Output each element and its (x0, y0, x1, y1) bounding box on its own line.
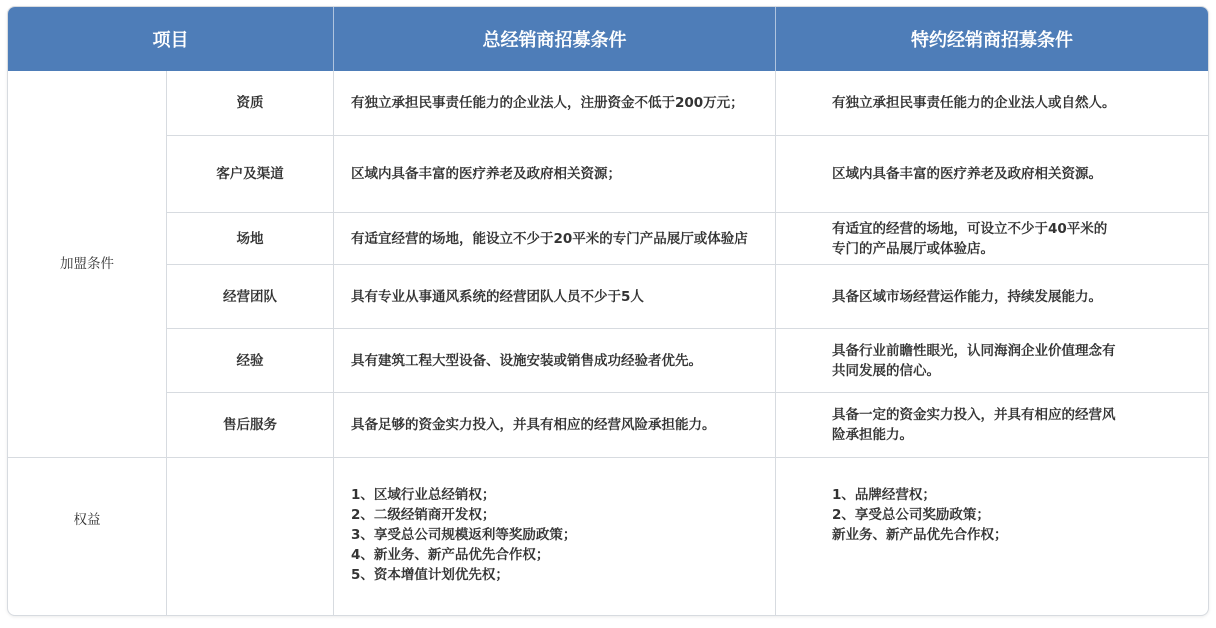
row-label-venue: 场地 (236, 230, 264, 247)
general-qualification: 有独立承担民事责任能力的企业法人，注册资金不低于200万元； (351, 95, 744, 111)
header-item: 项目 (152, 30, 189, 51)
general-customers-channels: 区域内具备丰富的医疗养老及政府相关资源； (351, 166, 621, 182)
general-rights: 1、区域行业总经销权； 2、二级经销商开发权； 3、享受总公司规模返利等奖励政策； 4、新业务、新产品优先合作权； 5、资本增值计划优先权； (351, 487, 577, 583)
general-after-sales: 具备足够的资金实力投入，并具有相应的经营风险承担能力。 (351, 417, 716, 433)
special-venue-wrap (832, 213, 1202, 264)
special-rights-wrap (832, 485, 1202, 555)
grid-line (333, 71, 334, 615)
general-venue: 有适宜经营的场地，能设立不少于20平米的专门产品展厅或体验店 (351, 230, 748, 247)
grid-line (8, 457, 1208, 458)
special-after-sales: 具备一定的资金实力投入，并具有相应的经营风 险承担能力。 (832, 407, 1116, 443)
header-special-distributor: 特约经销商招募条件 (911, 30, 1073, 51)
special-rights: 1、品牌经营权； 2、享受总公司奖励政策； 新业务、新产品优先合作权； (832, 487, 1008, 543)
general-team: 具有专业从事通风系统的经营团队人员不少于5人 (351, 288, 644, 305)
rights-label: 权益 (73, 512, 101, 528)
row-label-qualification: 资质 (236, 95, 264, 111)
special-venue: 有适宜的经营的场地，可设立不少于40平米的 专门的产品展厅或体验店。 (832, 220, 1108, 257)
recruitment-table (7, 6, 1209, 616)
table-header (8, 7, 1208, 71)
join-conditions-label: 加盟条件 (60, 256, 114, 272)
special-customers-channels: 区域内具备丰富的医疗养老及政府相关资源。 (832, 166, 1102, 182)
row-label-after-sales: 售后服务 (223, 417, 277, 433)
special-experience-wrap (832, 329, 1202, 392)
row-label-experience: 经验 (236, 352, 264, 369)
row-label-customers-channels: 客户及渠道 (216, 166, 284, 182)
general-rights-wrap (351, 485, 771, 585)
special-experience: 具备行业前瞻性眼光，认同海润企业价值理念有 共同发展的信心。 (832, 342, 1116, 379)
special-team: 具备区域市场经营运作能力，持续发展能力。 (832, 288, 1102, 305)
general-experience: 具有建筑工程大型设备、设施安装或销售成功经验者优先。 (351, 352, 702, 369)
special-after-sales-wrap (832, 393, 1202, 457)
grid-line (775, 71, 776, 615)
row-label-team: 经营团队 (223, 288, 277, 305)
special-qualification: 有独立承担民事责任能力的企业法人或自然人。 (832, 95, 1116, 111)
header-general-distributor: 总经销商招募条件 (482, 30, 627, 51)
